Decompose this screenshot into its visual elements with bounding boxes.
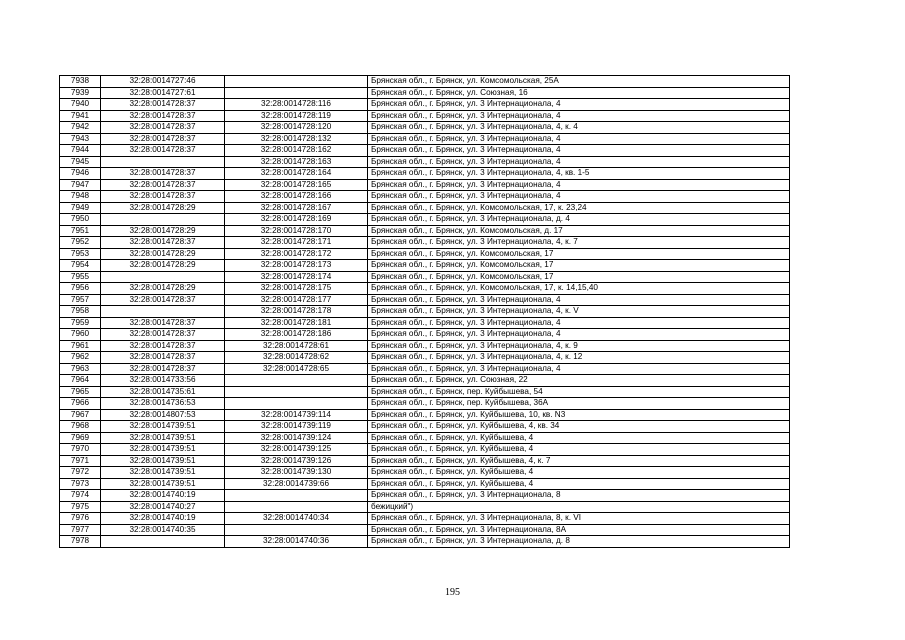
row-number-cell: 7967 [60, 409, 101, 421]
table-row [60, 99, 790, 111]
table-row [60, 87, 790, 99]
table-row [60, 340, 790, 352]
row-number-cell: 7965 [60, 386, 101, 398]
address-cell: Брянская обл., г. Брянск, ул. 3 Интернационала, д. 8 [368, 536, 790, 548]
cadastral-registry-table [59, 75, 790, 548]
cadastral-number-cell [225, 76, 368, 88]
table-row [60, 352, 790, 364]
cadastral-number-cell: 32:28:0014728:132 [225, 133, 368, 145]
address-cell: Брянская обл., г. Брянск, ул. 3 Интернационала, 4, к. 4 [368, 122, 790, 134]
address-cell: Брянская обл., г. Брянск, ул. 3 Интернационала, 4, к. 9 [368, 340, 790, 352]
parent-cadastral-number-cell [101, 306, 225, 318]
cadastral-number-cell: 32:28:0014728:186 [225, 329, 368, 341]
cadastral-number-cell: 32:28:0014728:165 [225, 179, 368, 191]
address-cell: Брянская обл., г. Брянск, ул. Комсомольская, 17, к. 14,15,40 [368, 283, 790, 295]
address-cell: Брянская обл., г. Брянск, ул. Куйбышева, 4 [368, 432, 790, 444]
table-row [60, 202, 790, 214]
parent-cadastral-number-cell: 32:28:0014739:51 [101, 455, 225, 467]
cadastral-number-cell: 32:28:0014739:114 [225, 409, 368, 421]
row-number-cell: 7938 [60, 76, 101, 88]
table-row [60, 398, 790, 410]
table-row [60, 467, 790, 479]
page-number: 195 [445, 587, 460, 598]
table-row [60, 271, 790, 283]
row-number-cell: 7949 [60, 202, 101, 214]
row-number-cell: 7963 [60, 363, 101, 375]
row-number-cell: 7957 [60, 294, 101, 306]
parent-cadastral-number-cell: 32:28:0014728:37 [101, 294, 225, 306]
table-row [60, 168, 790, 180]
cadastral-number-cell: 32:28:0014728:162 [225, 145, 368, 157]
address-cell: Брянская обл., г. Брянск, ул. 3 Интернационала, д. 4 [368, 214, 790, 226]
parent-cadastral-number-cell: 32:28:0014728:29 [101, 202, 225, 214]
parent-cadastral-number-cell: 32:28:0014807:53 [101, 409, 225, 421]
parent-cadastral-number-cell: 32:28:0014728:37 [101, 191, 225, 203]
row-number-cell: 7945 [60, 156, 101, 168]
parent-cadastral-number-cell: 32:28:0014728:29 [101, 283, 225, 295]
address-cell: Брянская обл., г. Брянск, ул. 3 Интернационала, 4 [368, 294, 790, 306]
address-cell: Брянская обл., г. Брянск, ул. 3 Интернационала, 4 [368, 179, 790, 191]
address-cell: Брянская обл., г. Брянск, ул. 3 Интернационала, 4 [368, 133, 790, 145]
cadastral-number-cell: 32:28:0014728:119 [225, 110, 368, 122]
table-row [60, 110, 790, 122]
parent-cadastral-number-cell: 32:28:0014728:29 [101, 248, 225, 260]
address-cell: Брянская обл., г. Брянск, ул. Куйбышева, 4 [368, 478, 790, 490]
row-number-cell: 7959 [60, 317, 101, 329]
table-row [60, 478, 790, 490]
row-number-cell: 7956 [60, 283, 101, 295]
row-number-cell: 7954 [60, 260, 101, 272]
cadastral-number-cell: 32:28:0014728:173 [225, 260, 368, 272]
cadastral-number-cell: 32:28:0014728:177 [225, 294, 368, 306]
cadastral-number-cell: 32:28:0014728:116 [225, 99, 368, 111]
table-row [60, 76, 790, 88]
address-cell: Брянская обл., г. Брянск, ул. 3 Интернационала, 8 [368, 490, 790, 502]
address-cell: Брянская обл., г. Брянск, ул. Комсомольская, 17, к. 23,24 [368, 202, 790, 214]
cadastral-number-cell: 32:28:0014728:167 [225, 202, 368, 214]
table-row [60, 432, 790, 444]
address-cell: Брянская обл., г. Брянск, ул. 3 Интернационала, 4 [368, 191, 790, 203]
row-number-cell: 7974 [60, 490, 101, 502]
table-row [60, 294, 790, 306]
table-row [60, 386, 790, 398]
row-number-cell: 7970 [60, 444, 101, 456]
parent-cadastral-number-cell: 32:28:0014739:51 [101, 467, 225, 479]
row-number-cell: 7975 [60, 501, 101, 513]
parent-cadastral-number-cell: 32:28:0014739:51 [101, 421, 225, 433]
row-number-cell: 7972 [60, 467, 101, 479]
registry-table-body [60, 76, 790, 548]
cadastral-number-cell: 32:28:0014739:125 [225, 444, 368, 456]
table-row [60, 214, 790, 226]
cadastral-number-cell [225, 524, 368, 536]
cadastral-number-cell [225, 398, 368, 410]
cadastral-number-cell: 32:28:0014728:163 [225, 156, 368, 168]
address-cell: Брянская обл., г. Брянск, ул. Комсомольская, 17 [368, 271, 790, 283]
row-number-cell: 7955 [60, 271, 101, 283]
row-number-cell: 7966 [60, 398, 101, 410]
parent-cadastral-number-cell [101, 214, 225, 226]
address-cell: Брянская обл., г. Брянск, ул. Союзная, 16 [368, 87, 790, 99]
cadastral-number-cell: 32:28:0014739:124 [225, 432, 368, 444]
address-cell: бежицкий") [368, 501, 790, 513]
address-cell: Брянская обл., г. Брянск, ул. Комсомольская, 17 [368, 260, 790, 272]
table-row [60, 513, 790, 525]
table-row [60, 122, 790, 134]
cadastral-number-cell [225, 490, 368, 502]
parent-cadastral-number-cell: 32:28:0014728:37 [101, 110, 225, 122]
cadastral-number-cell: 32:28:0014728:62 [225, 352, 368, 364]
parent-cadastral-number-cell: 32:28:0014728:37 [101, 237, 225, 249]
table-row [60, 329, 790, 341]
parent-cadastral-number-cell: 32:28:0014728:37 [101, 145, 225, 157]
address-cell: Брянская обл., г. Брянск, пер. Куйбышева, 36А [368, 398, 790, 410]
parent-cadastral-number-cell: 32:28:0014728:37 [101, 352, 225, 364]
row-number-cell: 7947 [60, 179, 101, 191]
parent-cadastral-number-cell [101, 156, 225, 168]
parent-cadastral-number-cell: 32:28:0014739:51 [101, 444, 225, 456]
row-number-cell: 7961 [60, 340, 101, 352]
table-row [60, 536, 790, 548]
row-number-cell: 7941 [60, 110, 101, 122]
cadastral-number-cell: 32:28:0014739:130 [225, 467, 368, 479]
cadastral-number-cell [225, 501, 368, 513]
parent-cadastral-number-cell: 32:28:0014728:37 [101, 317, 225, 329]
row-number-cell: 7969 [60, 432, 101, 444]
row-number-cell: 7976 [60, 513, 101, 525]
address-cell: Брянская обл., г. Брянск, ул. Куйбышева, 4, кв. 34 [368, 421, 790, 433]
address-cell: Брянская обл., г. Брянск, ул. 3 Интернационала, 4 [368, 363, 790, 375]
cadastral-number-cell: 32:28:0014740:34 [225, 513, 368, 525]
row-number-cell: 7978 [60, 536, 101, 548]
address-cell: Брянская обл., г. Брянск, ул. 3 Интернационала, 4 [368, 156, 790, 168]
table-row [60, 179, 790, 191]
table-row [60, 145, 790, 157]
row-number-cell: 7973 [60, 478, 101, 490]
address-cell: Брянская обл., г. Брянск, ул. Комсомольская, 17 [368, 248, 790, 260]
table-row [60, 156, 790, 168]
cadastral-number-cell: 32:28:0014739:119 [225, 421, 368, 433]
row-number-cell: 7951 [60, 225, 101, 237]
parent-cadastral-number-cell: 32:28:0014728:37 [101, 122, 225, 134]
address-cell: Брянская обл., г. Брянск, ул. 3 Интернационала, 8, к. VI [368, 513, 790, 525]
row-number-cell: 7939 [60, 87, 101, 99]
row-number-cell: 7958 [60, 306, 101, 318]
cadastral-number-cell [225, 375, 368, 387]
address-cell: Брянская обл., г. Брянск, ул. Куйбышева, 4 [368, 444, 790, 456]
parent-cadastral-number-cell: 32:28:0014728:37 [101, 168, 225, 180]
parent-cadastral-number-cell [101, 536, 225, 548]
row-number-cell: 7952 [60, 237, 101, 249]
parent-cadastral-number-cell: 32:28:0014740:19 [101, 513, 225, 525]
cadastral-number-cell: 32:28:0014728:175 [225, 283, 368, 295]
parent-cadastral-number-cell: 32:28:0014728:37 [101, 99, 225, 111]
cadastral-number-cell: 32:28:0014728:174 [225, 271, 368, 283]
table-row [60, 444, 790, 456]
parent-cadastral-number-cell: 32:28:0014740:27 [101, 501, 225, 513]
parent-cadastral-number-cell: 32:28:0014728:37 [101, 329, 225, 341]
parent-cadastral-number-cell: 32:28:0014728:37 [101, 363, 225, 375]
table-row [60, 524, 790, 536]
table-row [60, 317, 790, 329]
address-cell: Брянская обл., г. Брянск, ул. Комсомольская, д. 17 [368, 225, 790, 237]
parent-cadastral-number-cell: 32:28:0014728:37 [101, 340, 225, 352]
address-cell: Брянская обл., г. Брянск, ул. 3 Интернационала, 8А [368, 524, 790, 536]
table-row [60, 237, 790, 249]
row-number-cell: 7948 [60, 191, 101, 203]
address-cell: Брянская обл., г. Брянск, ул. Комсомольская, 25А [368, 76, 790, 88]
address-cell: Брянская обл., г. Брянск, ул. 3 Интернационала, 4 [368, 110, 790, 122]
table-row [60, 225, 790, 237]
table-row [60, 248, 790, 260]
address-cell: Брянская обл., г. Брянск, ул. 3 Интернационала, 4 [368, 145, 790, 157]
table-row [60, 409, 790, 421]
address-cell: Брянская обл., г. Брянск, ул. 3 Интернационала, 4, к. 7 [368, 237, 790, 249]
address-cell: Брянская обл., г. Брянск, ул. Куйбышева, 4, к. 7 [368, 455, 790, 467]
cadastral-number-cell: 32:28:0014728:61 [225, 340, 368, 352]
cadastral-number-cell: 32:28:0014728:164 [225, 168, 368, 180]
address-cell: Брянская обл., г. Брянск, ул. 3 Интернационала, 4, кв. 1-5 [368, 168, 790, 180]
cadastral-number-cell: 32:28:0014728:181 [225, 317, 368, 329]
row-number-cell: 7964 [60, 375, 101, 387]
address-cell: Брянская обл., г. Брянск, ул. Союзная, 22 [368, 375, 790, 387]
cadastral-number-cell: 32:28:0014728:172 [225, 248, 368, 260]
table-row [60, 501, 790, 513]
table-row [60, 490, 790, 502]
address-cell: Брянская обл., г. Брянск, ул. 3 Интернационала, 4 [368, 99, 790, 111]
parent-cadastral-number-cell: 32:28:0014739:51 [101, 432, 225, 444]
table-row [60, 191, 790, 203]
row-number-cell: 7971 [60, 455, 101, 467]
address-cell: Брянская обл., г. Брянск, ул. Куйбышева, 10, кв. N3 [368, 409, 790, 421]
row-number-cell: 7944 [60, 145, 101, 157]
table-row [60, 455, 790, 467]
address-cell: Брянская обл., г. Брянск, ул. 3 Интернационала, 4 [368, 317, 790, 329]
table-row [60, 421, 790, 433]
row-number-cell: 7977 [60, 524, 101, 536]
row-number-cell: 7962 [60, 352, 101, 364]
row-number-cell: 7946 [60, 168, 101, 180]
row-number-cell: 7943 [60, 133, 101, 145]
row-number-cell: 7950 [60, 214, 101, 226]
cadastral-number-cell: 32:28:0014739:66 [225, 478, 368, 490]
cadastral-number-cell: 32:28:0014728:171 [225, 237, 368, 249]
cadastral-number-cell: 32:28:0014728:169 [225, 214, 368, 226]
cadastral-number-cell: 32:28:0014739:126 [225, 455, 368, 467]
parent-cadastral-number-cell: 32:28:0014740:35 [101, 524, 225, 536]
parent-cadastral-number-cell: 32:28:0014728:29 [101, 260, 225, 272]
parent-cadastral-number-cell: 32:28:0014733:56 [101, 375, 225, 387]
row-number-cell: 7940 [60, 99, 101, 111]
address-cell: Брянская обл., г. Брянск, ул. 3 Интернационала, 4, к. V [368, 306, 790, 318]
cadastral-number-cell: 32:28:0014728:120 [225, 122, 368, 134]
cadastral-number-cell: 32:28:0014728:178 [225, 306, 368, 318]
parent-cadastral-number-cell [101, 271, 225, 283]
cadastral-number-cell [225, 386, 368, 398]
address-cell: Брянская обл., г. Брянск, ул. 3 Интернационала, 4, к. 12 [368, 352, 790, 364]
address-cell: Брянская обл., г. Брянск, ул. Куйбышева, 4 [368, 467, 790, 479]
table-row [60, 133, 790, 145]
table-row [60, 260, 790, 272]
cadastral-number-cell: 32:28:0014740:36 [225, 536, 368, 548]
cadastral-number-cell: 32:28:0014728:65 [225, 363, 368, 375]
address-cell: Брянская обл., г. Брянск, пер. Куйбышева, 54 [368, 386, 790, 398]
row-number-cell: 7942 [60, 122, 101, 134]
row-number-cell: 7960 [60, 329, 101, 341]
table-row [60, 283, 790, 295]
parent-cadastral-number-cell: 32:28:0014739:51 [101, 478, 225, 490]
row-number-cell: 7968 [60, 421, 101, 433]
row-number-cell: 7953 [60, 248, 101, 260]
parent-cadastral-number-cell: 32:28:0014728:37 [101, 133, 225, 145]
cadastral-number-cell [225, 87, 368, 99]
parent-cadastral-number-cell: 32:28:0014727:61 [101, 87, 225, 99]
table-row [60, 363, 790, 375]
parent-cadastral-number-cell: 32:28:0014740:19 [101, 490, 225, 502]
cadastral-number-cell: 32:28:0014728:170 [225, 225, 368, 237]
parent-cadastral-number-cell: 32:28:0014728:29 [101, 225, 225, 237]
table-row [60, 306, 790, 318]
parent-cadastral-number-cell: 32:28:0014727:46 [101, 76, 225, 88]
parent-cadastral-number-cell: 32:28:0014735:61 [101, 386, 225, 398]
address-cell: Брянская обл., г. Брянск, ул. 3 Интернационала, 4 [368, 329, 790, 341]
cadastral-number-cell: 32:28:0014728:166 [225, 191, 368, 203]
parent-cadastral-number-cell: 32:28:0014736:53 [101, 398, 225, 410]
parent-cadastral-number-cell: 32:28:0014728:37 [101, 179, 225, 191]
table-row [60, 375, 790, 387]
